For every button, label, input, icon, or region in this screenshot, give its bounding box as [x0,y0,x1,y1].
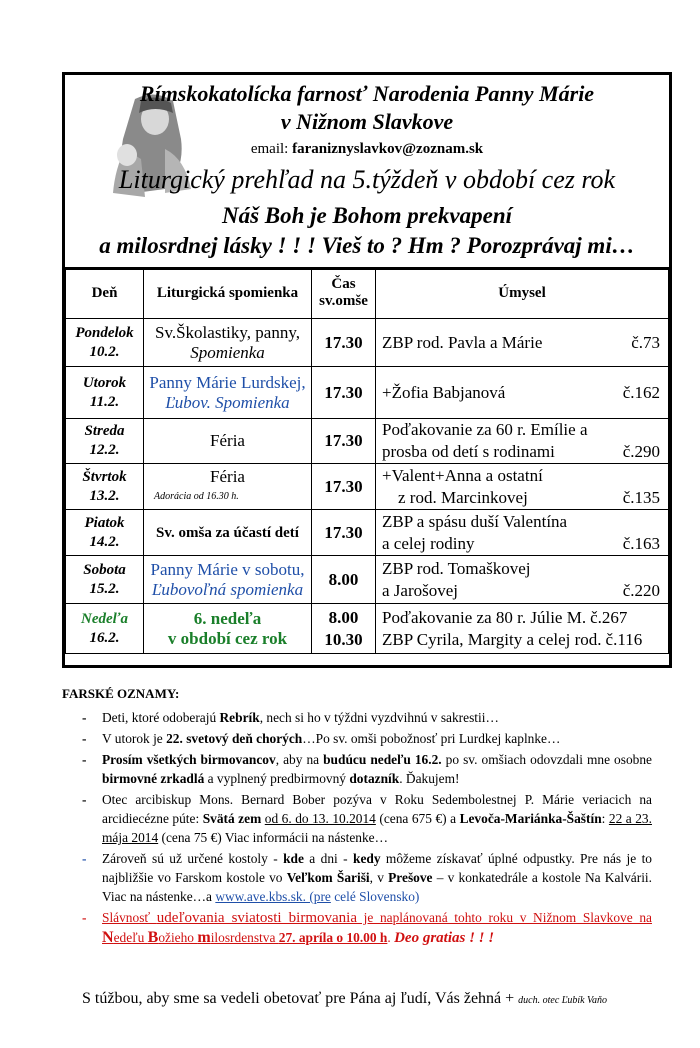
text: …Po sv. omši pobožnosť pri Lurdkej kaplnke… [302,731,561,746]
table-row [66,604,669,654]
day-name: Štvrtok [82,468,127,485]
time-second: 10.30 [324,629,363,649]
liturgy-cell [144,464,312,510]
intent-cell [376,556,669,604]
liturgy-schedule-table [65,267,669,654]
text-bold: 27. apríla o 10.00 h [278,930,388,945]
time-first: 8.00 [328,607,359,627]
intent-text-2: prosba od detí s rodinami [382,442,555,461]
text-bold: Veľkom Šariši [286,870,370,885]
text: (cena 75 €) Viac informácii na nástenke… [158,830,388,845]
text-initial: m [197,929,211,946]
day-name: Utorok [82,374,127,391]
text: V utorok je [102,731,167,746]
liturgy-cell [144,367,312,419]
text: je naplánovaná tohto roku v Nižnom Slavkove na [356,910,652,925]
text: Slávnosť [102,910,157,925]
day-cell [66,419,144,464]
parish-title-line2: v Nižnom Slavkove [280,109,454,134]
time-cell: 17.30 [312,419,376,464]
text: celé Slovensko) [330,889,420,904]
table-row [66,556,669,604]
day-cell [66,604,144,654]
announcement-item [66,790,652,847]
text-underlined: 22 a 23. mája 2014 [102,811,652,845]
intent-text: ZBP a spásu duší Valentína [382,511,568,531]
day-cell [66,556,144,604]
website-link[interactable]: www.ave.kbs.sk. (pre [215,889,331,904]
liturgy-line1: Sv.Školastiky, panny, [155,322,300,342]
intent-text-2: z rod. Marcinkovej [398,487,528,507]
table-row [66,419,669,464]
dash-bullet: - [82,731,87,746]
intent-text: +Žofia Babjanová [382,382,506,402]
intent-number: č.163 [622,533,660,553]
text: ožieho [158,930,198,945]
intent-cell [376,464,669,510]
intent-cell [376,319,669,367]
intent-text: Poďakovanie za 60 r. Emílie a [382,420,588,439]
text-underlined: od 6. do 13. 10.2014 [264,811,376,826]
bulletin-frame [62,72,672,668]
intent-number: č.220 [622,580,660,600]
text: ilosrdenstva [210,930,279,945]
liturgy-cell [144,604,312,654]
announcements-title: FARSKÉ OZNAMY: [62,686,180,701]
header-liturgy: Liturgická spomienka [144,268,312,319]
announcement-item [66,849,652,906]
time-cell: 17.30 [312,367,376,419]
liturgy-cell [144,319,312,367]
dash-bullet: - [82,752,87,767]
day-name: Streda [84,423,125,439]
dash-bullet: - [82,910,87,925]
intent-cell [376,419,669,464]
liturgy-line2: v období cez rok [167,628,288,648]
announcements-list [66,708,652,950]
header-day: Deň [66,268,144,319]
day-name: Sobota [83,561,126,578]
email-label: email: [250,141,293,157]
day-date: 11.2. [89,393,120,410]
email-value: faraniznyslavkov@zoznam.sk [292,141,484,157]
time-cell: 17.30 [312,319,376,367]
time-cell: 17.30 [312,464,376,510]
signature: duch. otec Ľubík Vaňo [518,995,608,1006]
liturgy-line1: 6. nedeľa [193,608,262,628]
day-cell [66,319,144,367]
text-bold: Prešove [388,870,433,885]
day-date: 15.2. [89,580,120,597]
text: a vyplnený predbirmovný [204,771,350,786]
header-intent: Úmysel [376,268,669,319]
closing-text: S túžbou, aby sme sa vedeli obetovať pre Pána aj ľudí, Vás žehná + [82,990,519,1007]
table-row [66,367,669,419]
liturgy-line1: Panny Márie v sobotu, [150,559,305,579]
text-bold: dotazník [349,771,400,786]
intent-text: ZBP rod. Pavla a Márie [382,332,543,352]
day-date: 10.2. [89,343,120,360]
day-date: 14.2. [89,533,120,550]
intent-text-2: ZBP Cyrila, Margity a celej rod. [382,629,602,649]
intent-number: č.162 [622,382,660,402]
liturgy-line2: Ľubov. Spomienka [165,392,290,412]
adoration-note: Adorácia od 16.30 h. [154,490,239,502]
text: (cena 675 €) a [375,811,460,826]
table-row [66,464,669,510]
text-bold: kedy [353,851,381,866]
header-time [312,268,376,319]
day-name: Piatok [84,514,125,531]
dash-bullet: - [82,851,87,866]
intent-number: č.73 [631,332,660,352]
intent-text: Poďakovanie za 80 r. Júlie M. [382,607,587,627]
bulletin-subtitle: Liturgický prehľad na 5.týždeň v období cez rok [118,165,616,194]
text: môžeme získavať úplné odpustky. Pre nás je to najbližšie vo Farskom kostole vo [102,851,653,885]
day-cell [66,464,144,510]
intent-number: č.267 [590,607,628,627]
time-cell [312,604,376,654]
intent-number-2: č.116 [605,629,643,649]
day-cell [66,510,144,556]
text: . [387,930,395,945]
text: po sv. omšiach odovzdali mne osobne [441,752,652,767]
text-emphasis: udeľovania sviatosti birmovania [156,910,357,926]
text-bold: Rebrík [219,710,260,725]
day-name: Nedeľa [81,610,128,627]
time-cell: 17.30 [312,510,376,556]
text-bold: budúcu nedeľu 16.2. [323,752,442,767]
text: , nech si ho v týždni vyzdvihnú v sakrestii… [259,710,499,725]
text: a dni - [303,851,353,866]
text-bold: Levoča-Mariánka-Šaštín [459,811,602,826]
header-time-line2: sv.omše [319,293,368,309]
announcement-item [66,708,652,727]
liturgy-line2: Spomienka [190,342,265,362]
text-bold: Svätá zem [202,811,262,826]
text-bold: birmovné zrkadlá [102,771,205,786]
liturgy-line2: Ľubovoľná spomienka [151,579,304,599]
announcement-item [66,908,652,948]
intent-number: č.290 [622,442,660,461]
table-row [66,510,669,556]
deo-gratias: Deo gratias ! ! ! [394,930,495,946]
day-date: 16.2. [89,629,120,646]
text-bold: 22. svetový deň chorých [166,731,303,746]
text: . Ďakujem! [399,771,460,786]
text: , aby na [275,752,324,767]
motto-line1: Náš Boh je Bohom prekvapení [221,203,513,228]
intent-text-2: a Jarošovej [382,580,459,600]
header-time-line1: Čas [331,276,356,292]
table-header-row [66,268,669,319]
liturgy-cell: Sv. omša za účastí detí [144,510,312,556]
text-bold: Prosím všetkých birmovancov [102,752,276,767]
intent-text-2: a celej rodiny [382,533,475,553]
intent-cell [376,510,669,556]
dash-bullet: - [82,710,87,725]
liturgy-line1: Panny Márie Lurdskej, [149,372,306,392]
closing-blessing [82,990,607,1008]
parish-title-line1: Rímskokatolícka farnosť Narodenia Panny Márie [139,81,595,106]
intent-cell [376,367,669,419]
liturgy-cell [144,556,312,604]
parish-email [65,141,669,158]
table-row [66,319,669,367]
announcement-item [66,729,652,748]
motto-line2: a milosrdnej lásky ! ! ! Vieš to ? Hm ? Porozprávaj mi… [99,233,635,258]
text: – v konkatedrále a kostole Na Kalvárii. Viac na nástenke…a [102,870,652,904]
day-cell [66,367,144,419]
liturgy-line1: Féria [210,466,245,486]
day-date: 12.2. [89,442,120,458]
day-name: Pondelok [75,324,134,341]
dash-bullet: - [82,792,87,807]
bulletin-header [65,75,669,270]
announcement-item [66,750,652,788]
text: , v [369,870,389,885]
text-bold: kde [283,851,304,866]
intent-text: ZBP rod. Tomaškovej [382,558,531,578]
text: Zároveň sú už určené kostoly - [102,851,284,866]
text: Otec arcibiskup Mons. Bernard Bober pozýva v Roku Sedembolestnej P. Márie veriacich na arcidiecézne púte: [102,792,652,826]
time-cell: 8.00 [312,556,376,604]
text: edeľu [113,930,148,945]
text: : [601,811,609,826]
day-date: 13.2. [89,487,120,504]
intent-cell [376,604,669,654]
intent-text: +Valent+Anna a ostatní [382,465,543,485]
text: Deti, ktoré odoberajú [102,710,220,725]
intent-number: č.135 [622,487,660,507]
text-initial: N [102,929,114,946]
liturgy-cell: Féria [144,419,312,464]
text-initial: B [147,929,159,946]
